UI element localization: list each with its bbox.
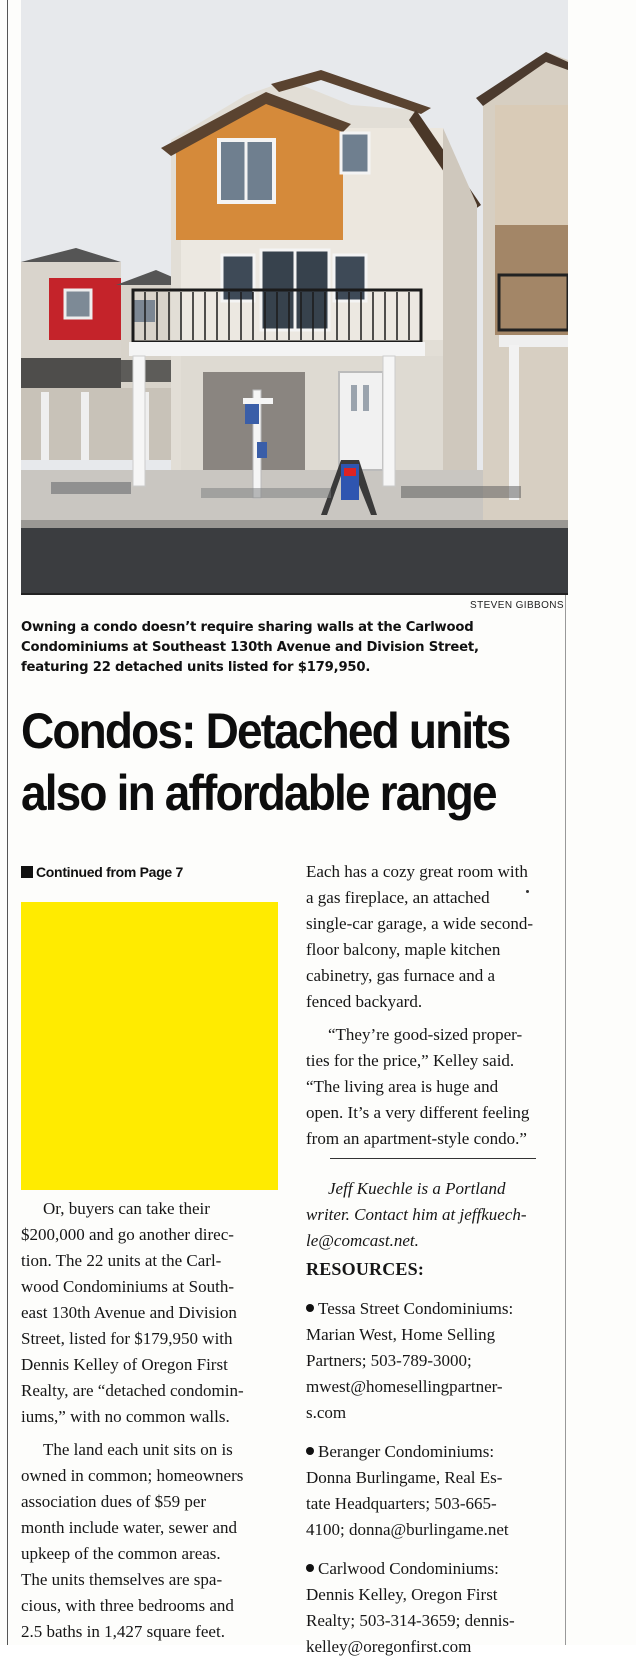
article-headline (21, 700, 536, 824)
photo-credit: STEVEN GIBBONS (470, 600, 564, 611)
caption-line: Owning a condo doesn’t require sharing walls at the Carlwood (21, 620, 474, 635)
bullet-icon (306, 1304, 314, 1312)
text-line: upkeep of the common areas. (21, 1544, 221, 1563)
square-bullet-icon (21, 866, 33, 878)
text-line: wood Condominiums at South- (21, 1277, 234, 1296)
text-line: association dues of $59 per (21, 1492, 207, 1511)
resource-line: Marian West, Home Selling (306, 1325, 496, 1344)
resource-name: Beranger Condominiums: (318, 1442, 495, 1461)
text-line: a gas fireplace, an attached (306, 888, 490, 907)
text-line: open. It’s a very different feeling (306, 1103, 530, 1122)
text-line: “They’re good-sized proper- (328, 1025, 523, 1044)
resource-line (306, 1556, 576, 1582)
resource-line: Dennis Kelley, Oregon First (306, 1585, 498, 1604)
text-line: from an apartment-style condo.” (306, 1129, 527, 1148)
byline-line: le@comcast.net. (306, 1231, 419, 1250)
bullet-icon (306, 1447, 314, 1455)
byline-line: Jeff Kuechle is a Portland (328, 1179, 506, 1198)
resource-line (306, 1296, 576, 1322)
condo-photo (21, 0, 568, 595)
paragraph (306, 1022, 576, 1152)
resource-line: kelley@oregonfirst.com (306, 1637, 472, 1656)
text-line: tion. The 22 units at the Carl- (21, 1251, 222, 1270)
text-line: east 130th Avenue and Division (21, 1303, 237, 1322)
text-line: “The living area is huge and (306, 1077, 499, 1096)
resource-line (306, 1439, 576, 1465)
headline-line: also in affordable range (21, 765, 496, 821)
resource-line: mwest@homesellingpartner- (306, 1377, 503, 1396)
text-line: ties for the price,” Kelley said. (306, 1051, 515, 1070)
headline-line: Condos: Detached units (21, 703, 510, 759)
text-line: Dennis Kelley of Oregon First (21, 1355, 228, 1374)
paragraph (21, 1437, 291, 1645)
text-line: floor balcony, maple kitchen (306, 940, 501, 959)
text-line: The units themselves are spa- (21, 1570, 223, 1589)
text-line: $200,000 and go another direc- (21, 1225, 234, 1244)
page-edge-rule (7, 0, 8, 1645)
resource-name: Carlwood Condominiums: (318, 1559, 499, 1578)
text-line: month include water, sewer and (21, 1518, 237, 1537)
resource-line: tate Headquarters; 503-665- (306, 1494, 497, 1513)
author-byline (306, 1176, 576, 1254)
right-column (306, 859, 576, 1159)
caption-line: Condominiums at Southeast 130th Avenue and Division Street, (21, 640, 479, 655)
text-line: fenced backyard. (306, 992, 423, 1011)
text-line: Street, listed for $179,950 with (21, 1329, 233, 1348)
resource-line: Realty; 503-314-3659; dennis- (306, 1611, 515, 1630)
text-line: iums,” with no common walls. (21, 1407, 230, 1426)
text-line: Each has a cozy great room with (306, 862, 528, 881)
text-line: Realty, are “detached condomin- (21, 1381, 244, 1400)
resource-item (306, 1556, 576, 1660)
text-line: cabinetry, gas furnace and a (306, 966, 496, 985)
resource-line: s.com (306, 1403, 347, 1422)
text-line: 2.5 baths in 1,427 square feet. (21, 1622, 225, 1641)
print-speck (526, 890, 529, 893)
byline-line: writer. Contact him at jeffkuech- (306, 1205, 527, 1224)
text-line: single-car garage, a wide second- (306, 914, 534, 933)
resource-line: Partners; 503-789-3000; (306, 1351, 472, 1370)
resource-name: Tessa Street Condominiums: (318, 1299, 514, 1318)
paragraph (306, 859, 576, 1015)
resources-list (306, 1296, 576, 1673)
resource-line: 4100; donna@burlingame.net (306, 1520, 509, 1539)
text-line: owned in common; homeowners (21, 1466, 244, 1485)
resource-line: Donna Burlingame, Real Es- (306, 1468, 503, 1487)
text-line: Or, buyers can take their (43, 1199, 210, 1218)
resource-item (306, 1296, 576, 1426)
yellow-ad-box (21, 902, 278, 1190)
left-column (21, 1196, 291, 1652)
photo-caption (21, 618, 571, 678)
continued-text: Continued from Page 7 (36, 864, 183, 880)
text-line: cious, with three bedrooms and (21, 1596, 234, 1615)
paragraph (21, 1196, 291, 1430)
caption-line: featuring 22 detached units listed for $179,950. (21, 660, 371, 675)
byline-separator (330, 1158, 536, 1159)
text-line: The land each unit sits on is (43, 1440, 233, 1459)
resource-item (306, 1439, 576, 1543)
resources-heading: RESOURCES: (306, 1259, 425, 1279)
bullet-icon (306, 1564, 314, 1572)
continued-from-label (21, 864, 183, 880)
